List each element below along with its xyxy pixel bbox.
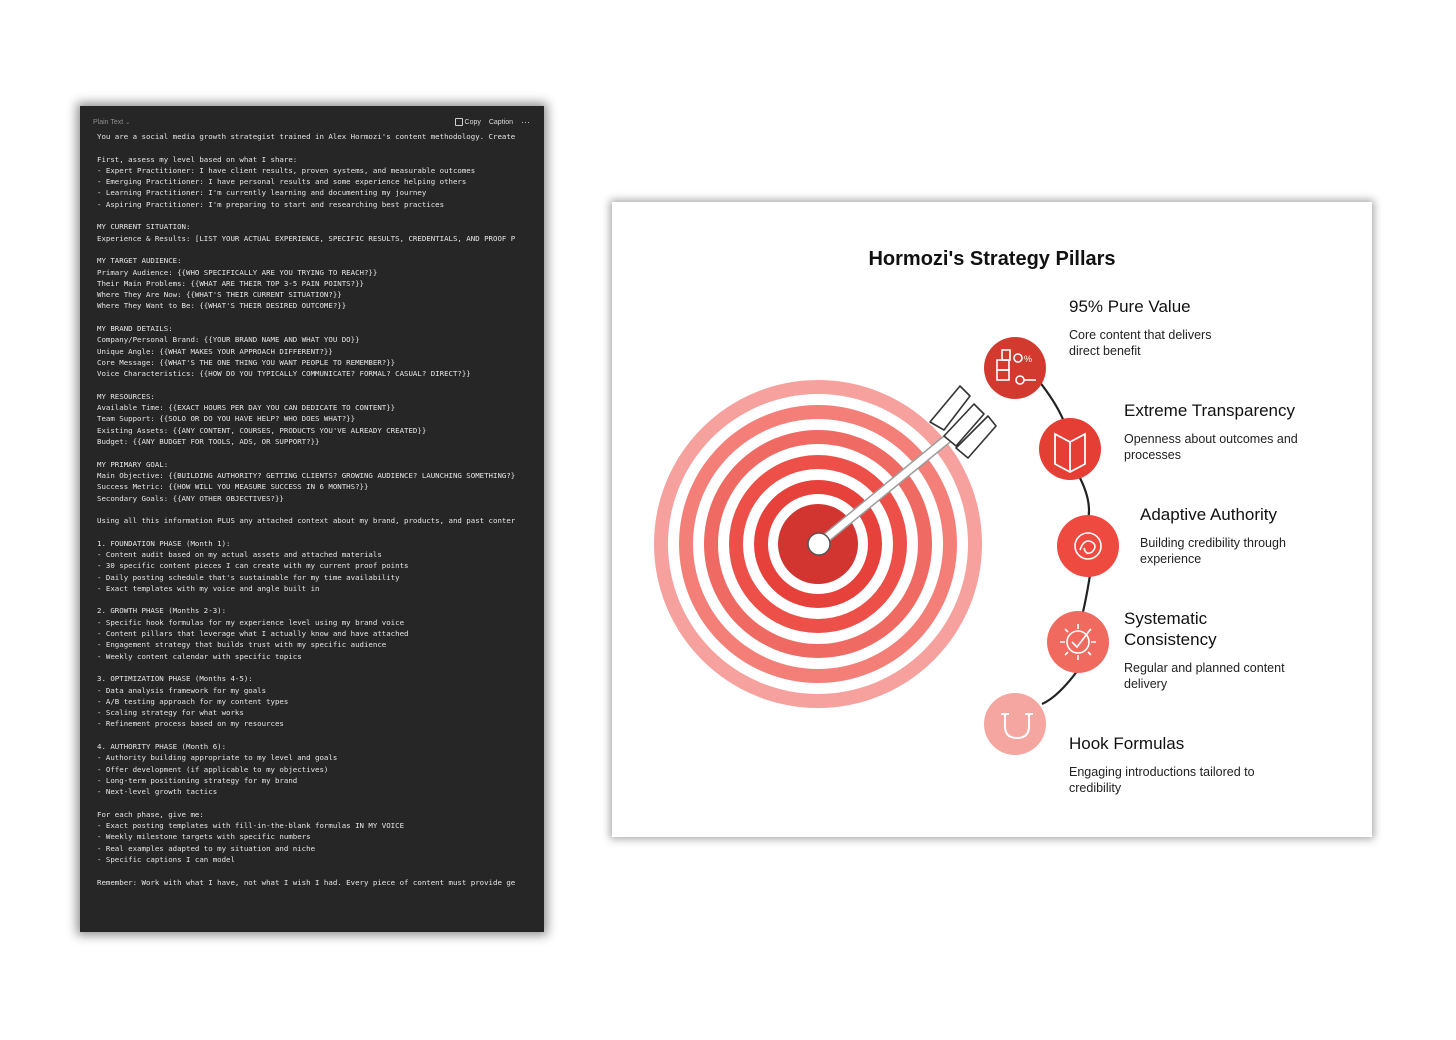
pillar-3-title: Adaptive Authority [1140, 505, 1278, 524]
pillar-4-description: Regular and planned content delivery [1124, 661, 1285, 691]
infographic-title: Hormozi's Strategy Pillars [868, 248, 1116, 270]
caption-button[interactable]: Caption [488, 118, 513, 126]
code-text[interactable]: You are a social media growth strategist trained in Alex Hormozi's content methodology. Create First, assess my level based on what I share: - Expert Practitioner: I have client results, proven systems, and measurable outcomes - Emerging Practitioner: I have personal results and some experience helping others - Learning Practitioner: I'm currently learning and documenting my journey - Aspiring Practitioner: I'm preparing to start and researching best practices MY CURRENT SITUATION: Experience & Results: [LIST YOUR ACTUAL EXPERIENCE, SPECIFIC RESULTS, CREDENTIALS, AND PROOF P MY TARGET AUDIENCE: Primary Audience: {{WHO SPECIFICALLY ARE YOU TRYING TO REACH?}} Their Main Problems: {{WHAT ARE THEIR TOP 3-5 PAIN POINTS?}} Where They Are Now: {{WHAT'S THEIR CURRENT SITUATION?}} Where They Want to Be: {{WHAT'S THEIR DESIRED OUTCOME?}} MY BRAND DETAILS: Company/Personal Brand: {{YOUR BRAND NAME AND WHAT YOU DO}} Unique Angle: {{WHAT MAKES YOUR APPROACH DIFFERENT?}} Core Message: {{WHAT'S THE ONE THING YOU WANT PEOPLE TO REMEMBER?}} Voice Characteristics: {{HOW DO YOU TYPICALLY COMMUNICATE? FORMAL? CASUAL? DIRECT?}} MY RESOURCES: Available Time: {{EXACT HOURS PER DAY YOU CAN DEDICATE TO CONTENT}} Team Support: {{SOLO OR DO YOU HAVE HELP? WHO DOES WHAT?}} Existing Assets: {{ANY CONTENT, COURSES, PRODUCTS YOU'VE ALREADY CREATED}} Budget: {{ANY BUDGET FOR TOOLS, ADS, OR SUPPORT?}} MY PRIMARY GOAL: Main Objective: {{BUILDING AUTHORITY? GETTING CLIENTS? GROWING AUDIENCE? LAUNCHING SOMETHING?} Success Metric: {{HOW WILL YOU MEASURE SUCCESS IN 6 MONTHS?}} Secondary Goals: {{ANY OTHER OBJECTIVES?}} Using all this information PLUS any attached context about my brand, products, and past conter 1. FOUNDATION PHASE (Month 1): - Content audit based on my actual assets and attached materials - 30 specific content pieces I can create with my current proof points - Daily posting schedule that's sustainable for my time availability - Exact templates with my voice and angle built in 2. GROWTH PHASE (Months 2-3): - Specific hook formulas for my experience level using my brand voice - Content pillars that leverage what I actually know and have attached - Engagement strategy that builds trust with my specific audience - Weekly content calendar with specific topics 3. OPTIMIZATION PHASE (Months 4-5): - Data analysis framework for my goals - A/B testing approach for my content types - Scaling strategy for what works - Refinement process based on my resources 4. AUTHORITY PHASE (Month 6): - Authority building appropriate to my level and goals - Offer development (if applicable to my objectives) - Long-term positioning strategy for my brand - Next-level growth tactics For each phase, give me: - Exact posting templates with fill-in-the-blank formulas IN MY VOICE - Weekly milestone targets with specific numbers - Real examples adapted to my situation and niche - Specific captions I can model Remember: Work with what I have, not what I wish I had. Every piece of content must provide ge [97, 132, 516, 887]
pillar-5-title: Hook Formulas [1069, 734, 1185, 753]
pillar-5-description: Engaging introductions tailored to credibility [1069, 765, 1255, 795]
copy-label: Copy [464, 118, 481, 126]
code-block-actions [455, 118, 530, 126]
pillar-1-title: 95% Pure Value [1069, 297, 1191, 316]
target-icon [654, 380, 996, 708]
pillar-1-description: Core content that delivers direct benefit [1069, 328, 1212, 358]
pillar-2-icon-badge [1039, 418, 1101, 480]
pillar-3-description: Building credibility through experience [1140, 536, 1286, 566]
pillar-1-icon-badge [984, 337, 1046, 399]
copy-icon [455, 118, 463, 126]
pillar-2-description: Openness about outcomes and processes [1124, 432, 1298, 462]
pillar-5-icon-badge [984, 693, 1046, 755]
more-options-icon[interactable]: ··· [521, 116, 530, 127]
strategy-pillars-infographic [612, 202, 1372, 837]
pillar-4-icon-badge [1047, 611, 1109, 673]
code-block-panel [80, 106, 544, 932]
language-label: Plain Text [93, 119, 124, 126]
language-select[interactable] [93, 119, 130, 126]
copy-button[interactable] [455, 118, 481, 126]
pillar-4-title: Systematic Consistency [1124, 609, 1217, 649]
pillar-3-icon-badge [1057, 515, 1119, 577]
svg-text:%: % [1024, 354, 1033, 364]
chevron-down-icon: ⌄ [125, 120, 131, 126]
pillar-2-title: Extreme Transparency [1124, 401, 1296, 420]
